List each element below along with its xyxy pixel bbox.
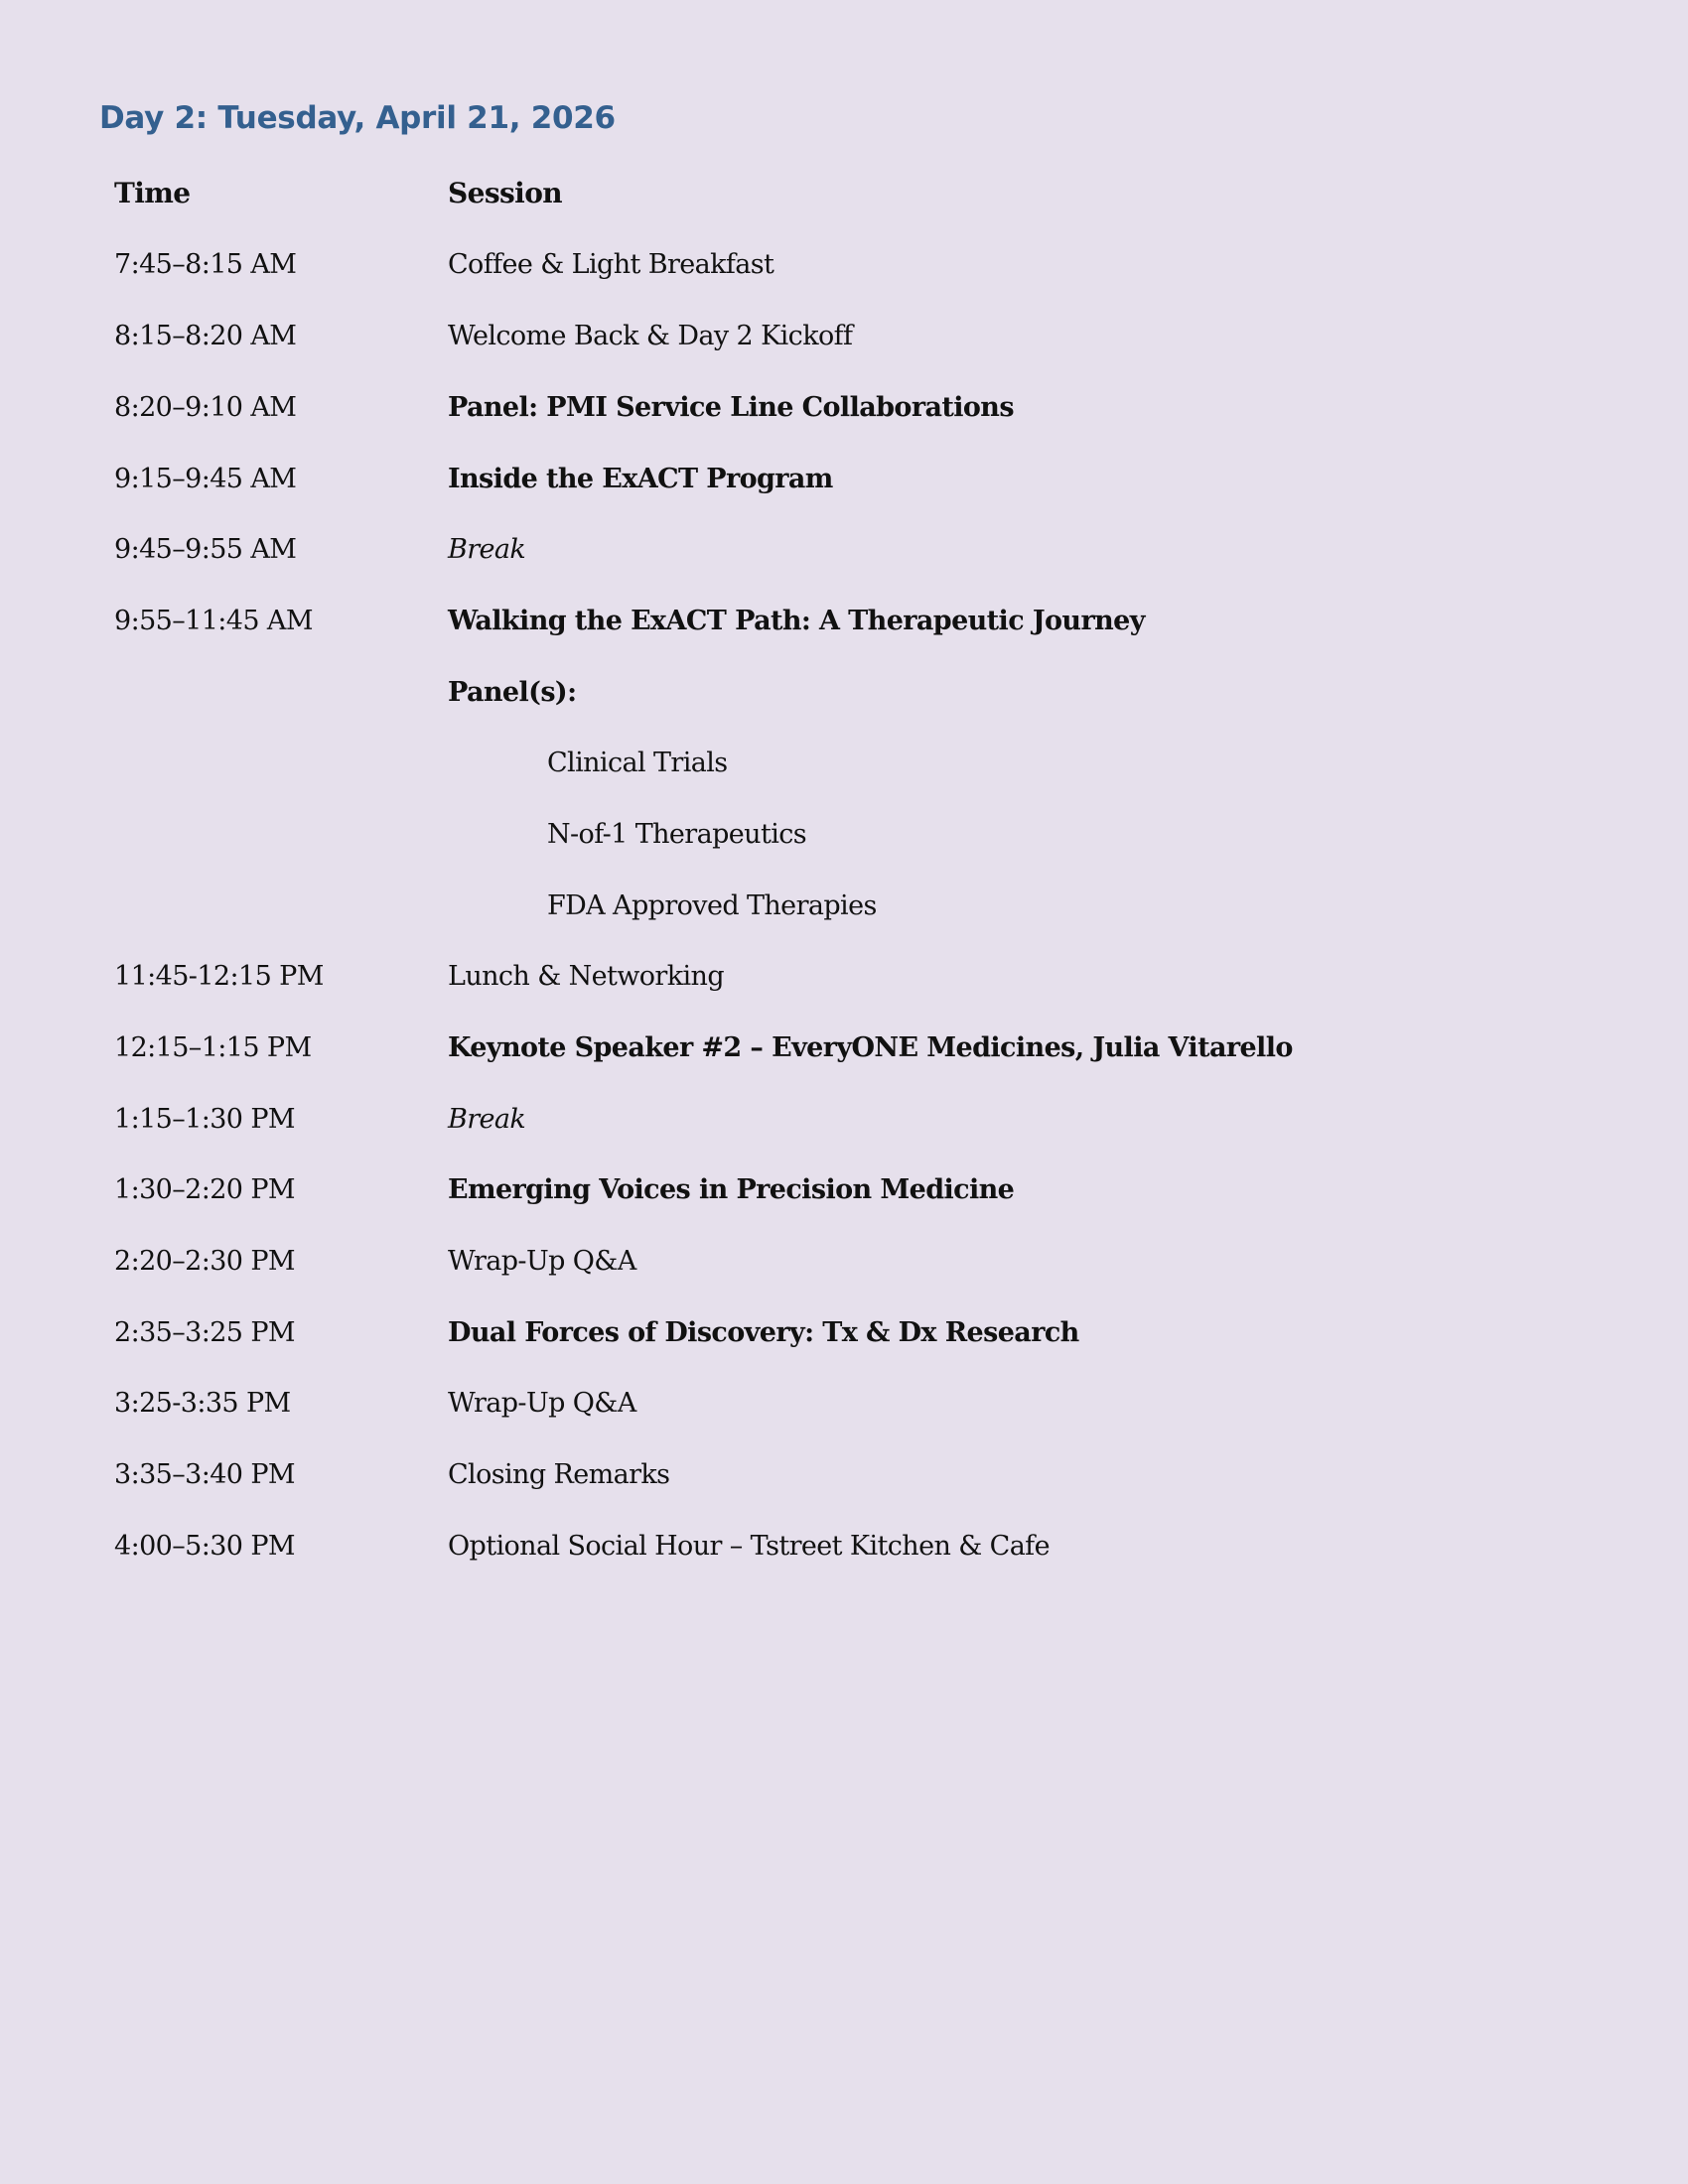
session-cell: Walking the ExACT Path: A Therapeutic Journey xyxy=(448,606,1145,636)
panel-item: Clinical Trials xyxy=(547,748,728,778)
session-cell: Lunch & Networking xyxy=(448,961,725,992)
time-cell: 1:15–1:30 PM xyxy=(114,1104,295,1135)
session-cell: Closing Remarks xyxy=(448,1459,670,1490)
panel-item: N-of-1 Therapeutics xyxy=(547,819,807,850)
time-cell: 7:45–8:15 AM xyxy=(114,249,297,280)
time-column-header: Time xyxy=(114,177,191,209)
time-cell: 12:15–1:15 PM xyxy=(114,1032,312,1063)
time-cell: 1:30–2:20 PM xyxy=(114,1174,295,1205)
time-cell: 8:20–9:10 AM xyxy=(114,392,297,423)
session-cell: Break xyxy=(448,534,526,565)
session-column-header: Session xyxy=(448,177,563,209)
time-cell: 4:00–5:30 PM xyxy=(114,1531,295,1562)
time-cell: 11:45-12:15 PM xyxy=(114,961,324,992)
session-cell: Panel: PMI Service Line Collaborations xyxy=(448,392,1014,423)
session-cell: Emerging Voices in Precision Medicine xyxy=(448,1174,1015,1205)
session-cell: Keynote Speaker #2 – EveryONE Medicines, Julia Vitarello xyxy=(448,1032,1293,1063)
session-cell: Coffee & Light Breakfast xyxy=(448,249,774,280)
session-cell: Wrap-Up Q&A xyxy=(448,1246,636,1277)
time-cell: 3:25-3:35 PM xyxy=(114,1388,291,1419)
panel-item: FDA Approved Therapies xyxy=(547,890,877,921)
day-title: Day 2: Tuesday, April 21, 2026 xyxy=(99,100,616,136)
session-cell: Optional Social Hour – Tstreet Kitchen & Cafe xyxy=(448,1531,1050,1562)
time-cell: 3:35–3:40 PM xyxy=(114,1459,295,1490)
session-cell: Break xyxy=(448,1104,526,1135)
time-cell: 2:20–2:30 PM xyxy=(114,1246,295,1277)
session-cell: Inside the ExACT Program xyxy=(448,464,833,494)
time-cell: 8:15–8:20 AM xyxy=(114,321,297,351)
panels-label: Panel(s): xyxy=(448,677,577,708)
time-cell: 2:35–3:25 PM xyxy=(114,1317,295,1348)
time-cell: 9:45–9:55 AM xyxy=(114,534,297,565)
session-cell: Wrap-Up Q&A xyxy=(448,1388,636,1419)
session-cell: Welcome Back & Day 2 Kickoff xyxy=(448,321,853,351)
time-cell: 9:55–11:45 AM xyxy=(114,606,313,636)
time-cell: 9:15–9:45 AM xyxy=(114,464,297,494)
session-cell: Dual Forces of Discovery: Tx & Dx Research xyxy=(448,1317,1079,1348)
